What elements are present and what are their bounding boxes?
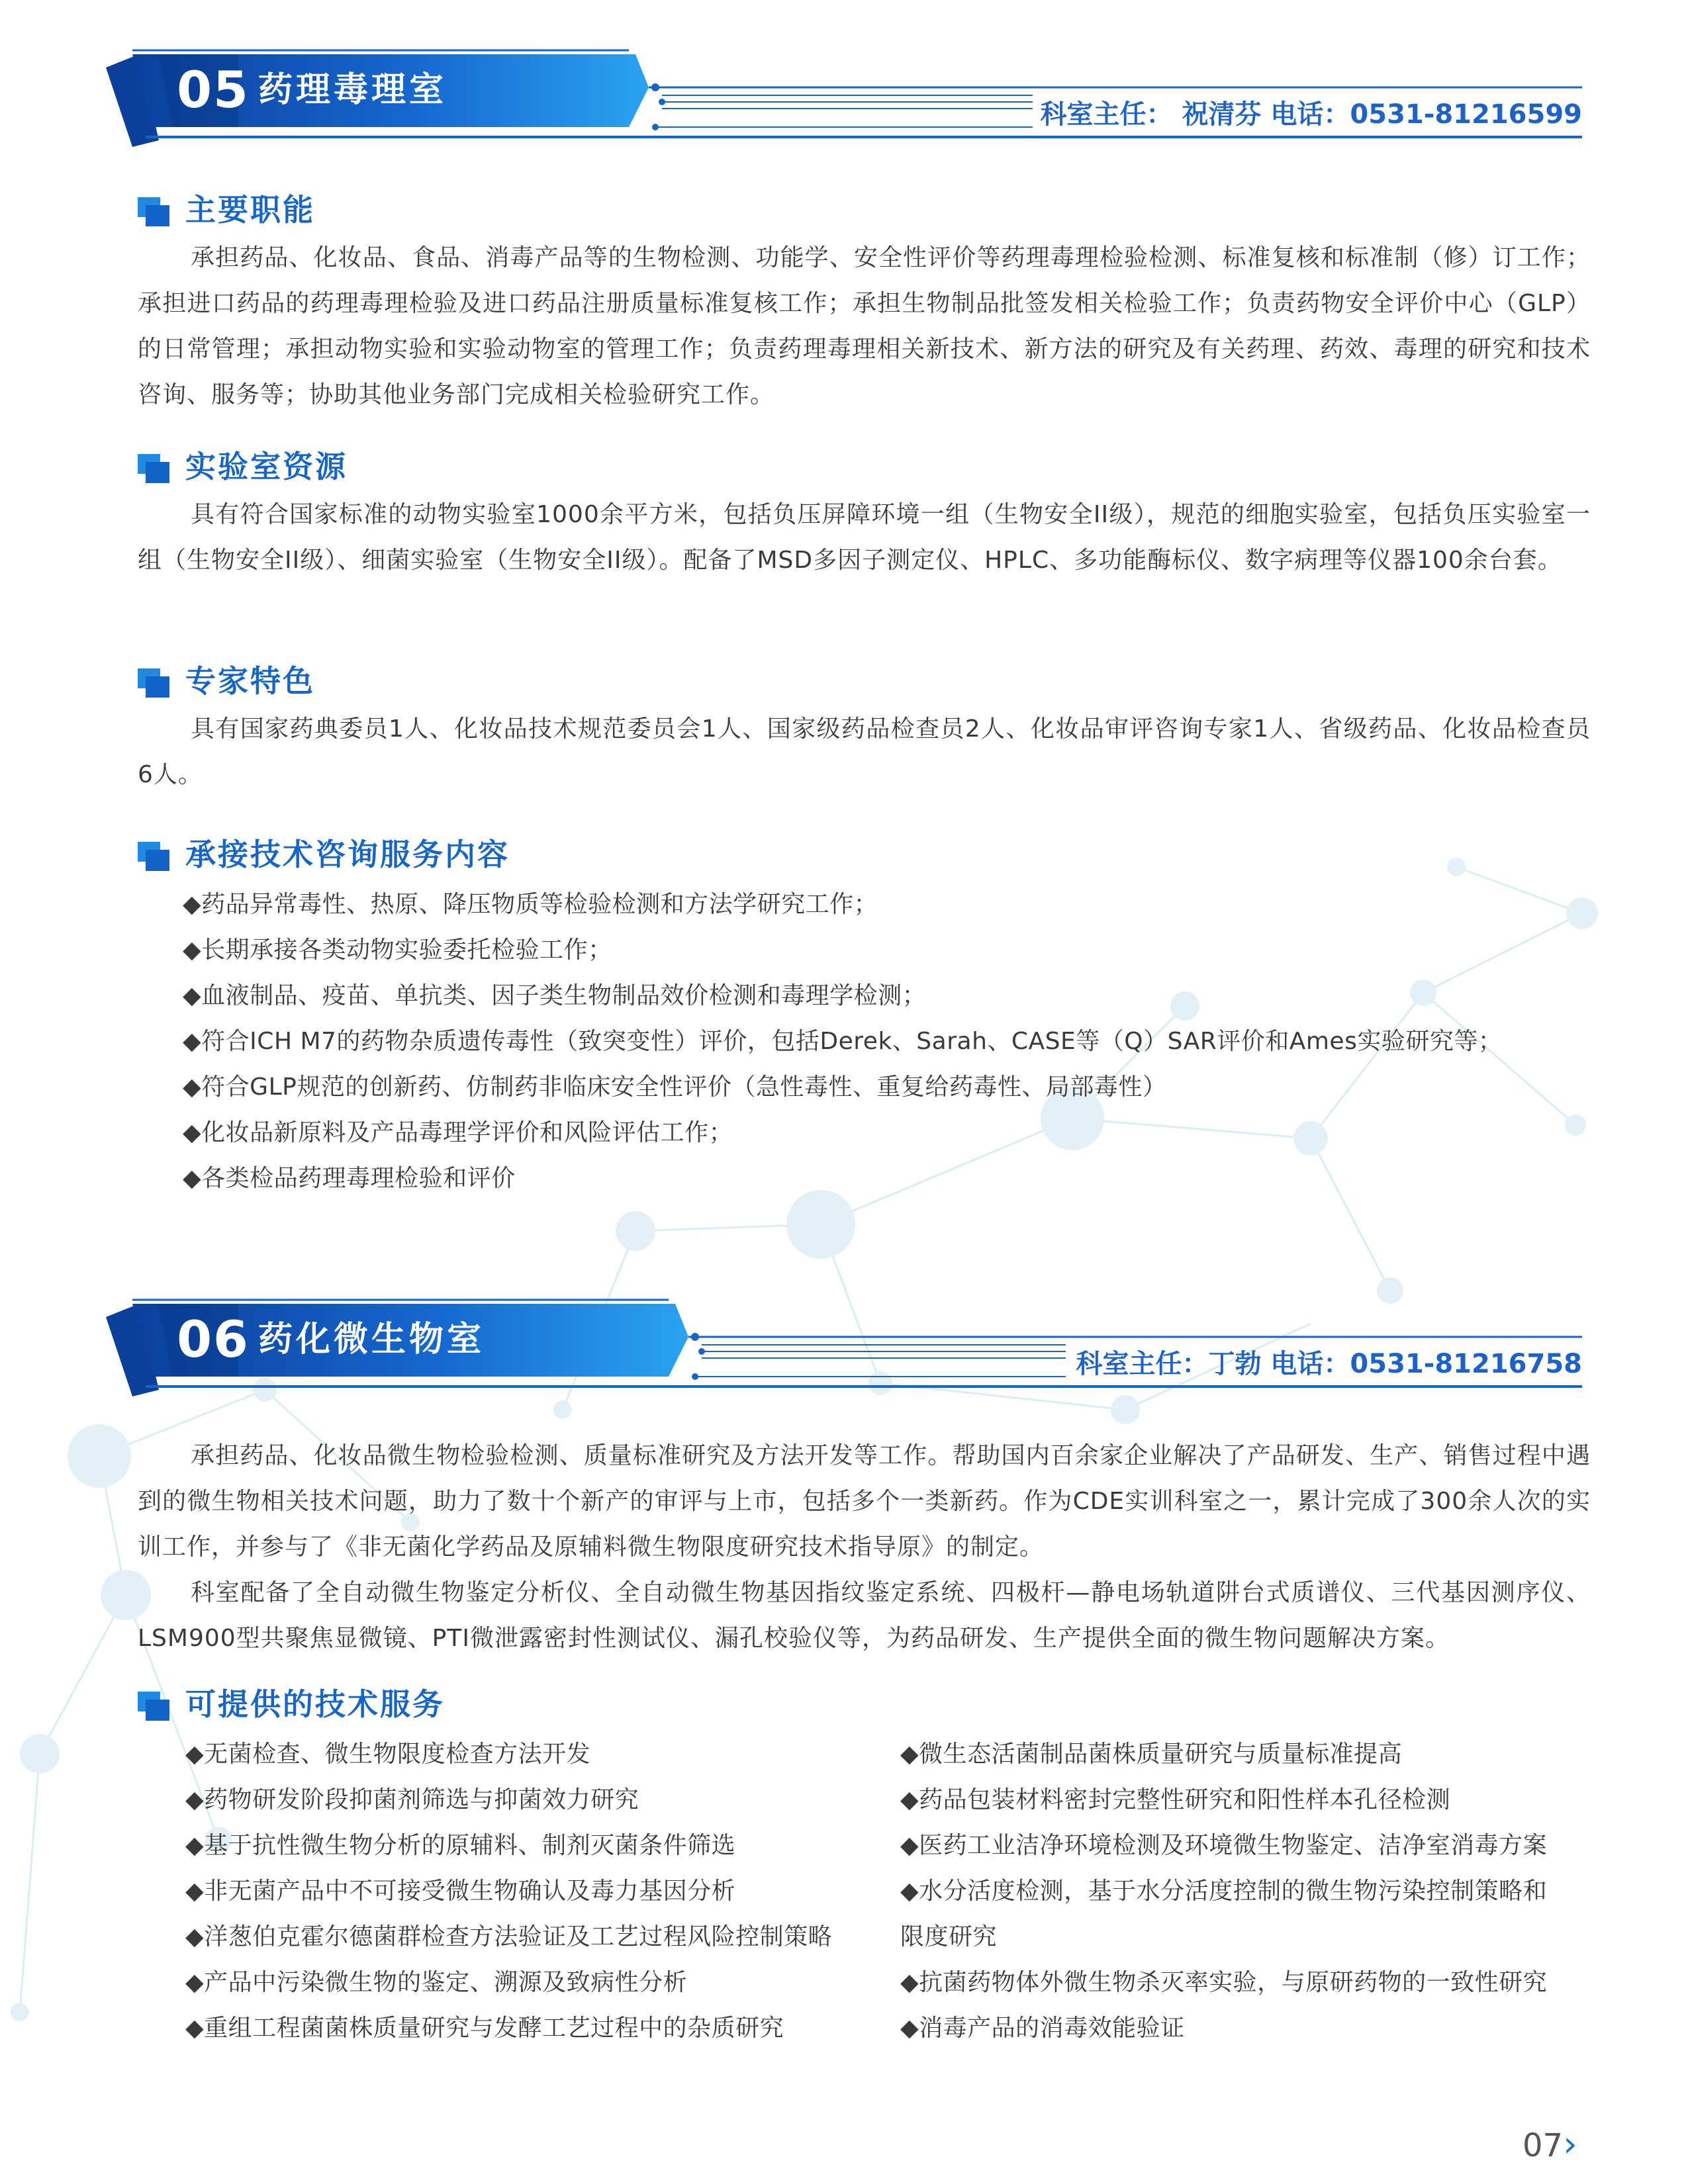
- list-item: 限度研究: [900, 1923, 998, 1950]
- list-item: ◆消毒产品的消毒效能验证: [900, 2015, 1185, 2042]
- resources-paragraph: 具有符合国家标准的动物实验室1000余平方米，包括负压屏障环境一组（生物安全II级），规范的细胞实验室，包括负压实验室一组（生物安全II级）、细菌实验室（生物安全II级）。配备了MSD多因子测定仪、HPLC、多功能酶标仪、数字病理等仪器100余台套。: [138, 501, 1591, 574]
- duties-paragraph: 承担药品、化妆品、食品、消毒产品等的生物检测、功能学、安全性评价等药理毒理检验检测、标准复核和标准制（修）订工作；承担进口药品的药理毒理检验及进口药品注册质量标准复核工作；承担生物制品批签发相关检验工作；负责药物安全评价中心（GLP）的日常管理；承担动物实验和实验动物室的管理工作；负责药理毒理相关新技术、新方法的研究及有关药理、药效、毒理的研究和技术咨询、服务等；协助其他业务部门完成相关检验研究工作。: [138, 244, 1591, 408]
- section-contact: 科室主任： 祝清芬 电话：0531-81216599: [1040, 99, 1582, 130]
- subheading-title: 专家特色: [185, 663, 315, 699]
- list-item: ◆产品中污染微生物的鉴定、溯源及致病性分析: [185, 1969, 688, 1996]
- square-bullet-icon: [138, 454, 171, 483]
- services-list: [183, 882, 1502, 1201]
- list-item: ◆符合ICH M7的药物杂质遗传毒性（致突变性）评价，包括Derek、Sarah、CASE等（Q）SAR评价和Ames实验研究等；: [183, 1028, 1503, 1055]
- page-number: [1523, 2121, 1577, 2167]
- list-item: ◆各类检品药理毒理检验和评价: [183, 1165, 516, 1192]
- list-item: ◆血液制品、疫苗、单抗类、因子类生物制品效价检测和毒理学检测；: [183, 982, 927, 1009]
- list-item: ◆洋葱伯克霍尔德菌群检查方法验证及工艺过程风险控制策略: [185, 1923, 833, 1950]
- list-item: ◆符合GLP规范的创新药、仿制药非临床安全性评价（急性毒性、重复给药毒性、局部毒性）: [183, 1073, 1167, 1101]
- section-number: 05: [177, 60, 250, 119]
- square-bullet-icon: [138, 1692, 171, 1721]
- section-05-header: [106, 48, 1582, 147]
- list-item: ◆重组工程菌菌株质量研究与发酵工艺过程中的杂质研究: [185, 2015, 784, 2042]
- section-06-header: [106, 1297, 1582, 1396]
- section-title: 药化微生物室: [258, 1320, 485, 1359]
- page-number-text: 07: [1523, 2127, 1564, 2164]
- section-contact: 科室主任：丁勃 电话：0531-81216758: [1076, 1349, 1582, 1379]
- subheading-title: 可提供的技术服务: [185, 1686, 445, 1722]
- square-bullet-icon: [138, 842, 171, 871]
- square-bullet-icon: [138, 668, 171, 698]
- list-item: ◆微生态活菌制品菌株质量研究与质量标准提高: [900, 1741, 1403, 1768]
- list-item: ◆化妆品新原料及产品毒理学评价和风险评估工作；: [183, 1119, 733, 1146]
- list-item: ◆药品异常毒性、热原、降压物质等检验检测和方法学研究工作；: [183, 891, 878, 918]
- list-item: ◆水分活度检测，基于水分活度控制的微生物污染控制策略和: [900, 1878, 1548, 1905]
- services-list-left: [185, 1731, 832, 2051]
- list-item: ◆药物研发阶段抑菌剂筛选与抑菌效力研究: [185, 1786, 639, 1813]
- section-number: 06: [177, 1310, 250, 1369]
- section-title: 药理毒理室: [258, 70, 447, 110]
- equipment-paragraph: 科室配备了全自动微生物鉴定分析仪、全自动微生物基因指纹鉴定系统、四极杆—静电场轨道阱台式质谱仪、三代基因测序仪、LSM900型共聚焦显微镜、PTI微泄露密封性测试仪、漏孔校验仪等，为药品研发、生产提供全面的微生物问题解决方案。: [138, 1579, 1591, 1652]
- subheading-title: 承接技术咨询服务内容: [185, 837, 510, 872]
- square-bullet-icon: [138, 197, 171, 226]
- list-item: ◆基于抗性微生物分析的原辅料、制剂灭菌条件筛选: [185, 1832, 736, 1859]
- list-item: ◆抗菌药物体外微生物杀灭率实验，与原研药物的一致性研究: [900, 1969, 1548, 1996]
- lab-description-paragraph: 承担药品、化妆品微生物检验检测、质量标准研究及方法开发等工作。帮助国内百余家企业解决了产品研发、生产、销售过程中遇到的微生物相关技术问题，助力了数十个新产的审评与上市，包括多个一类新药。作为CDE实训科室之一，累计完成了300余人次的实训工作，并参与了《非无菌化学药品及原辅料微生物限度研究技术指导原》的制定。: [138, 1442, 1591, 1561]
- services-list-right: [900, 1731, 1547, 2051]
- list-item: ◆非无菌产品中不可接受微生物确认及毒力基因分析: [185, 1878, 736, 1905]
- list-item: ◆长期承接各类动物实验委托检验工作；: [183, 936, 612, 964]
- list-item: ◆无菌检查、微生物限度检查方法开发: [185, 1741, 591, 1768]
- list-item: ◆医药工业洁净环境检测及环境微生物鉴定、洁净室消毒方案: [900, 1832, 1548, 1859]
- chevron-right-icon: ›: [1563, 2123, 1577, 2165]
- list-item: ◆药品包装材料密封完整性研究和阳性样本孔径检测: [900, 1786, 1451, 1813]
- subheading-title: 实验室资源: [185, 449, 348, 484]
- experts-paragraph: 具有国家药典委员1人、化妆品技术规范委员会1人、国家级药品检查员2人、化妆品审评咨询专家1人、省级药品、化妆品检查员6人。: [138, 715, 1591, 788]
- subheading-title: 主要职能: [185, 192, 315, 228]
